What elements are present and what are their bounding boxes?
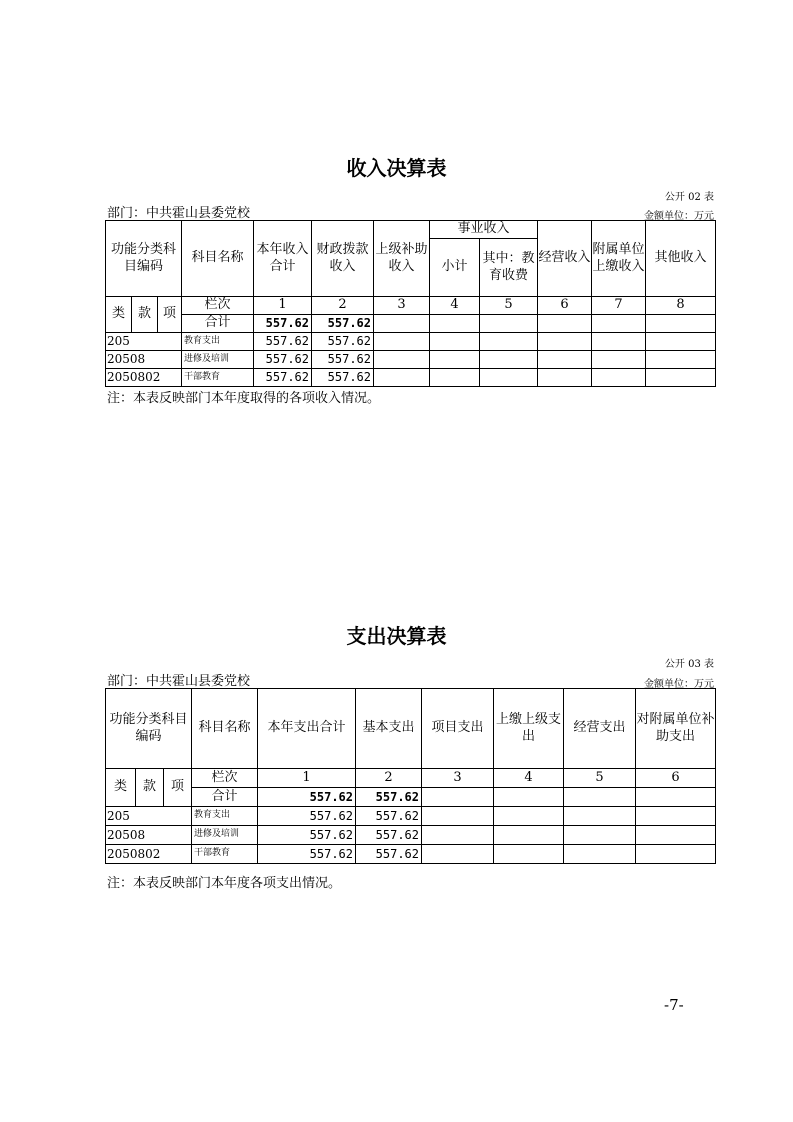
income-header-func-code: 功能分类科目编码 <box>106 221 182 297</box>
expense-header-subject-name: 科目名称 <box>192 689 258 769</box>
income-colnum: 5 <box>480 297 538 315</box>
expense-total-label: 合计 <box>192 788 258 807</box>
expense-total-value: 557.62 <box>356 788 422 807</box>
row-name: 进修及培训 <box>182 351 254 369</box>
row-code: 205 <box>106 333 182 351</box>
income-colnum: 4 <box>430 297 480 315</box>
expense-title: 支出决算表 <box>346 624 447 648</box>
income-header-subtotal: 小计 <box>430 239 480 297</box>
row-value: 557.62 <box>254 369 312 387</box>
income-title: 收入决算表 <box>346 156 447 180</box>
income-header-superior: 上级补助收入 <box>374 221 430 297</box>
row-value: 557.62 <box>258 845 356 864</box>
row-value: 557.62 <box>258 826 356 845</box>
income-unit: 金额单位：万元 <box>644 211 714 222</box>
income-colnum: 1 <box>254 297 312 315</box>
income-header-other: 其他收入 <box>646 221 716 297</box>
expense-header-kuan: 款 <box>136 769 164 807</box>
row-name: 教育支出 <box>182 333 254 351</box>
income-table <box>105 220 716 387</box>
income-note: 注：本表反映部门本年度取得的各项收入情况。 <box>107 391 381 406</box>
expense-header-affiliated: 对附属单位补助支出 <box>636 689 716 769</box>
expense-colnum: 5 <box>564 769 636 788</box>
income-header-business: 事业收入 <box>430 221 538 239</box>
row-value: 557.62 <box>258 807 356 826</box>
income-header-lei: 类 <box>106 297 132 333</box>
expense-total-value: 557.62 <box>258 788 356 807</box>
table-row <box>106 826 716 845</box>
income-colnum: 2 <box>312 297 374 315</box>
row-name: 教育支出 <box>192 807 258 826</box>
expense-colnum: 3 <box>422 769 494 788</box>
expense-column-no-label: 栏次 <box>192 769 258 788</box>
income-header-edu-fee: 其中：教育收费 <box>480 239 538 297</box>
row-value: 557.62 <box>356 807 422 826</box>
row-code: 2050802 <box>106 845 192 864</box>
expense-header-total: 本年支出合计 <box>258 689 356 769</box>
expense-header-func-code: 功能分类科目编码 <box>106 689 192 769</box>
table-row <box>106 333 716 351</box>
expense-header-project: 项目支出 <box>422 689 494 769</box>
income-colnum: 7 <box>592 297 646 315</box>
row-code: 20508 <box>106 826 192 845</box>
row-name: 进修及培训 <box>192 826 258 845</box>
income-total-value: 557.62 <box>312 315 374 333</box>
expense-colnum: 4 <box>494 769 564 788</box>
expense-department: 部门：中共霍山县委党校 <box>107 674 251 689</box>
income-header-operating: 经营收入 <box>538 221 592 297</box>
income-colnum: 8 <box>646 297 716 315</box>
expense-table-code: 公开 03 表 <box>664 659 714 670</box>
table-row <box>106 369 716 387</box>
expense-table <box>105 688 716 864</box>
expense-header-lei: 类 <box>106 769 136 807</box>
income-header-kuan: 款 <box>132 297 158 333</box>
expense-colnum: 2 <box>356 769 422 788</box>
income-header-affiliated: 附属单位上缴收入 <box>592 221 646 297</box>
expense-header-operating: 经营支出 <box>564 689 636 769</box>
page-number: -7- <box>664 996 684 1014</box>
row-value: 557.62 <box>356 826 422 845</box>
expense-note: 注：本表反映部门本年度各项支出情况。 <box>107 876 342 891</box>
table-row <box>106 845 716 864</box>
expense-header-upper: 上缴上级支出 <box>494 689 564 769</box>
income-header-total: 本年收入合计 <box>254 221 312 297</box>
expense-header-basic: 基本支出 <box>356 689 422 769</box>
income-total-label: 合计 <box>182 315 254 333</box>
income-header-fiscal: 财政拨款收入 <box>312 221 374 297</box>
expense-colnum: 1 <box>258 769 356 788</box>
row-value: 557.62 <box>254 351 312 369</box>
row-code: 205 <box>106 807 192 826</box>
expense-unit: 金额单位：万元 <box>644 679 714 690</box>
row-value: 557.62 <box>356 845 422 864</box>
income-header-xiang: 项 <box>158 297 182 333</box>
row-code: 20508 <box>106 351 182 369</box>
income-table-code: 公开 02 表 <box>664 192 714 203</box>
row-name: 干部教育 <box>192 845 258 864</box>
table-row <box>106 807 716 826</box>
income-colnum: 6 <box>538 297 592 315</box>
row-value: 557.62 <box>254 333 312 351</box>
income-total-value: 557.62 <box>254 315 312 333</box>
row-name: 干部教育 <box>182 369 254 387</box>
table-row <box>106 351 716 369</box>
row-value: 557.62 <box>312 333 374 351</box>
income-colnum: 3 <box>374 297 430 315</box>
row-value: 557.62 <box>312 351 374 369</box>
income-header-subject-name: 科目名称 <box>182 221 254 297</box>
row-code: 2050802 <box>106 369 182 387</box>
income-column-no-label: 栏次 <box>182 297 254 315</box>
expense-colnum: 6 <box>636 769 716 788</box>
expense-header-xiang: 项 <box>164 769 192 807</box>
income-department: 部门：中共霍山县委党校 <box>107 206 251 221</box>
row-value: 557.62 <box>312 369 374 387</box>
